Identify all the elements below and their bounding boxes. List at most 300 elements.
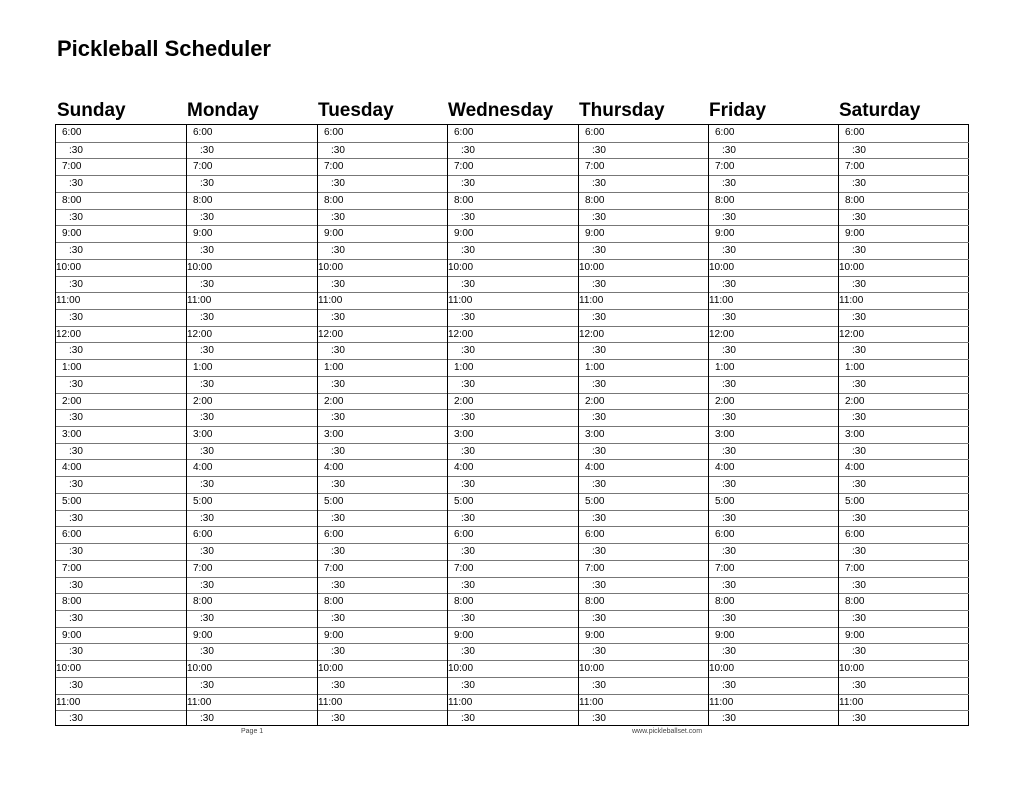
time-label: :30 <box>200 579 214 591</box>
time-slot[interactable] <box>839 393 969 410</box>
time-slot[interactable] <box>56 393 186 410</box>
time-slot[interactable] <box>56 175 186 192</box>
time-slot[interactable] <box>839 209 969 226</box>
time-slot[interactable] <box>709 443 839 460</box>
time-slot[interactable] <box>709 677 839 694</box>
time-slot[interactable] <box>709 376 839 393</box>
time-slot[interactable] <box>448 493 579 510</box>
time-slot[interactable] <box>448 443 579 460</box>
time-slot[interactable] <box>187 443 318 460</box>
time-slot[interactable] <box>187 276 318 293</box>
time-slot[interactable] <box>187 710 318 727</box>
time-label: 6:00 <box>715 529 735 541</box>
time-slot[interactable] <box>56 710 186 727</box>
time-slot[interactable] <box>839 426 969 443</box>
time-slot[interactable] <box>448 610 579 627</box>
time-slot[interactable] <box>187 593 318 610</box>
time-slot[interactable] <box>448 158 579 175</box>
time-slot[interactable] <box>709 342 839 359</box>
time-slot[interactable] <box>579 710 709 727</box>
time-label: :30 <box>461 546 475 558</box>
time-slot[interactable] <box>579 694 709 711</box>
time-slot[interactable] <box>56 342 186 359</box>
time-slot[interactable] <box>839 459 969 476</box>
time-slot[interactable] <box>839 660 969 677</box>
time-slot[interactable] <box>709 225 839 242</box>
time-slot[interactable] <box>448 476 579 493</box>
time-slot[interactable] <box>56 526 186 543</box>
time-slot[interactable] <box>187 175 318 192</box>
time-slot[interactable] <box>56 158 186 175</box>
time-slot[interactable] <box>56 125 186 142</box>
time-slot[interactable] <box>318 660 448 677</box>
time-slot[interactable] <box>448 225 579 242</box>
time-slot[interactable] <box>318 459 448 476</box>
time-slot[interactable] <box>318 476 448 493</box>
time-label: 1:00 <box>715 362 735 374</box>
time-slot[interactable] <box>56 459 186 476</box>
time-slot[interactable] <box>318 342 448 359</box>
time-slot[interactable] <box>579 660 709 677</box>
time-slot[interactable] <box>448 142 579 159</box>
time-slot[interactable] <box>187 577 318 594</box>
time-slot[interactable] <box>318 158 448 175</box>
time-slot[interactable] <box>839 627 969 644</box>
time-slot[interactable] <box>709 710 839 727</box>
time-slot[interactable] <box>579 643 709 660</box>
time-slot[interactable] <box>56 627 186 644</box>
time-slot[interactable] <box>448 677 579 694</box>
time-slot[interactable] <box>56 560 186 577</box>
time-slot[interactable] <box>839 309 969 326</box>
time-slot[interactable] <box>56 443 186 460</box>
time-slot[interactable] <box>187 493 318 510</box>
time-slot[interactable] <box>318 359 448 376</box>
time-slot[interactable] <box>579 242 709 259</box>
time-slot[interactable] <box>709 242 839 259</box>
time-slot[interactable] <box>579 209 709 226</box>
time-slot[interactable] <box>839 276 969 293</box>
time-slot[interactable] <box>187 409 318 426</box>
time-slot[interactable] <box>839 526 969 543</box>
time-label: 9:00 <box>585 228 605 240</box>
time-slot[interactable] <box>839 493 969 510</box>
time-slot[interactable] <box>839 476 969 493</box>
time-slot[interactable] <box>448 560 579 577</box>
time-slot[interactable] <box>709 409 839 426</box>
time-slot[interactable] <box>187 292 318 309</box>
time-slot[interactable] <box>448 359 579 376</box>
time-slot[interactable] <box>318 409 448 426</box>
time-slot[interactable] <box>839 242 969 259</box>
time-slot[interactable] <box>839 142 969 159</box>
time-label: 11:00 <box>579 295 604 307</box>
time-slot[interactable] <box>318 242 448 259</box>
schedule-grid <box>55 124 969 726</box>
time-slot[interactable] <box>448 292 579 309</box>
time-slot[interactable] <box>839 342 969 359</box>
time-slot[interactable] <box>318 443 448 460</box>
time-label: :30 <box>852 345 866 357</box>
time-slot[interactable] <box>709 493 839 510</box>
time-slot[interactable] <box>56 694 186 711</box>
time-slot[interactable] <box>448 309 579 326</box>
time-slot[interactable] <box>448 259 579 276</box>
time-label: :30 <box>722 579 736 591</box>
time-slot[interactable] <box>187 543 318 560</box>
time-slot[interactable] <box>839 543 969 560</box>
time-slot[interactable] <box>448 459 579 476</box>
time-slot[interactable] <box>56 276 186 293</box>
time-slot[interactable] <box>709 560 839 577</box>
time-label: :30 <box>461 412 475 424</box>
time-slot[interactable] <box>579 192 709 209</box>
time-slot[interactable] <box>187 242 318 259</box>
time-slot[interactable] <box>448 426 579 443</box>
time-slot[interactable] <box>709 610 839 627</box>
time-slot[interactable] <box>187 660 318 677</box>
time-slot[interactable] <box>709 694 839 711</box>
time-slot[interactable] <box>318 510 448 527</box>
time-slot[interactable] <box>187 610 318 627</box>
time-slot[interactable] <box>448 526 579 543</box>
time-slot[interactable] <box>318 142 448 159</box>
time-slot[interactable] <box>56 677 186 694</box>
time-slot[interactable] <box>579 493 709 510</box>
time-slot[interactable] <box>187 677 318 694</box>
time-slot[interactable] <box>56 577 186 594</box>
time-slot[interactable] <box>187 192 318 209</box>
time-label: 8:00 <box>845 194 865 206</box>
time-slot[interactable] <box>709 459 839 476</box>
time-slot[interactable] <box>709 393 839 410</box>
time-slot[interactable] <box>187 259 318 276</box>
time-label: 4:00 <box>585 462 605 474</box>
time-slot[interactable] <box>709 175 839 192</box>
time-label: 12:00 <box>187 328 213 340</box>
time-slot[interactable] <box>579 292 709 309</box>
time-label: :30 <box>461 144 475 156</box>
time-slot[interactable] <box>187 209 318 226</box>
time-slot[interactable] <box>579 627 709 644</box>
time-slot[interactable] <box>839 510 969 527</box>
time-slot[interactable] <box>448 543 579 560</box>
time-label: :30 <box>722 311 736 323</box>
time-slot[interactable] <box>448 643 579 660</box>
time-label: :30 <box>852 512 866 524</box>
time-slot[interactable] <box>709 326 839 343</box>
time-slot[interactable] <box>448 326 579 343</box>
time-slot[interactable] <box>579 276 709 293</box>
time-slot[interactable] <box>318 192 448 209</box>
time-label: :30 <box>592 546 606 558</box>
time-slot[interactable] <box>579 225 709 242</box>
time-slot[interactable] <box>579 309 709 326</box>
time-slot[interactable] <box>579 409 709 426</box>
time-slot[interactable] <box>448 510 579 527</box>
time-slot[interactable] <box>187 393 318 410</box>
time-label: 9:00 <box>585 629 605 641</box>
time-slot[interactable] <box>318 393 448 410</box>
time-slot[interactable] <box>187 526 318 543</box>
time-slot[interactable] <box>448 342 579 359</box>
time-label: :30 <box>69 311 83 323</box>
time-slot[interactable] <box>187 342 318 359</box>
time-slot[interactable] <box>187 510 318 527</box>
time-slot[interactable] <box>318 426 448 443</box>
time-slot[interactable] <box>318 309 448 326</box>
time-slot[interactable] <box>448 192 579 209</box>
time-slot[interactable] <box>448 694 579 711</box>
time-slot[interactable] <box>839 593 969 610</box>
time-slot[interactable] <box>579 593 709 610</box>
time-slot[interactable] <box>709 577 839 594</box>
time-slot[interactable] <box>187 125 318 142</box>
time-slot[interactable] <box>839 326 969 343</box>
time-slot[interactable] <box>709 543 839 560</box>
time-label: 5:00 <box>324 495 344 507</box>
time-slot[interactable] <box>56 225 186 242</box>
time-slot[interactable] <box>56 426 186 443</box>
time-slot[interactable] <box>448 125 579 142</box>
time-slot[interactable] <box>318 694 448 711</box>
time-slot[interactable] <box>187 309 318 326</box>
time-slot[interactable] <box>56 409 186 426</box>
time-slot[interactable] <box>709 292 839 309</box>
time-slot[interactable] <box>448 393 579 410</box>
time-label: :30 <box>461 345 475 357</box>
time-slot[interactable] <box>318 292 448 309</box>
time-slot[interactable] <box>448 593 579 610</box>
time-slot[interactable] <box>709 526 839 543</box>
time-slot[interactable] <box>709 192 839 209</box>
time-slot[interactable] <box>709 627 839 644</box>
time-slot[interactable] <box>579 443 709 460</box>
time-slot[interactable] <box>318 543 448 560</box>
time-slot[interactable] <box>187 560 318 577</box>
time-label: :30 <box>69 713 83 725</box>
time-slot[interactable] <box>318 677 448 694</box>
time-label: 3:00 <box>62 429 82 440</box>
time-label: :30 <box>200 144 214 156</box>
time-slot[interactable] <box>579 125 709 142</box>
time-slot[interactable] <box>709 660 839 677</box>
time-slot[interactable] <box>579 175 709 192</box>
time-label: 11:00 <box>187 295 212 307</box>
time-slot[interactable] <box>56 326 186 343</box>
time-slot[interactable] <box>318 225 448 242</box>
time-slot[interactable] <box>318 376 448 393</box>
time-label: :30 <box>200 612 214 624</box>
time-slot[interactable] <box>56 543 186 560</box>
time-slot[interactable] <box>318 526 448 543</box>
time-slot[interactable] <box>187 476 318 493</box>
time-slot[interactable] <box>839 560 969 577</box>
time-slot[interactable] <box>318 259 448 276</box>
time-label: 11:00 <box>839 696 864 708</box>
time-slot[interactable] <box>839 677 969 694</box>
time-slot[interactable] <box>579 376 709 393</box>
time-slot[interactable] <box>709 510 839 527</box>
time-slot[interactable] <box>56 593 186 610</box>
time-slot[interactable] <box>579 393 709 410</box>
time-slot[interactable] <box>579 359 709 376</box>
time-slot[interactable] <box>56 610 186 627</box>
time-slot[interactable] <box>709 359 839 376</box>
time-label: :30 <box>461 713 475 725</box>
time-slot[interactable] <box>56 142 186 159</box>
time-slot[interactable] <box>187 694 318 711</box>
time-label: 8:00 <box>585 194 605 206</box>
time-slot[interactable] <box>839 292 969 309</box>
time-slot[interactable] <box>187 643 318 660</box>
time-slot[interactable] <box>318 610 448 627</box>
time-slot[interactable] <box>318 627 448 644</box>
time-slot[interactable] <box>839 259 969 276</box>
time-slot[interactable] <box>709 309 839 326</box>
time-slot[interactable] <box>839 443 969 460</box>
time-slot[interactable] <box>579 426 709 443</box>
time-slot[interactable] <box>839 125 969 142</box>
time-slot[interactable] <box>56 242 186 259</box>
time-slot[interactable] <box>318 326 448 343</box>
time-slot[interactable] <box>579 142 709 159</box>
time-slot[interactable] <box>839 694 969 711</box>
time-slot[interactable] <box>839 158 969 175</box>
time-slot[interactable] <box>56 493 186 510</box>
time-slot[interactable] <box>318 593 448 610</box>
time-slot[interactable] <box>56 510 186 527</box>
time-slot[interactable] <box>579 577 709 594</box>
time-slot[interactable] <box>579 560 709 577</box>
time-slot[interactable] <box>709 593 839 610</box>
time-slot[interactable] <box>318 493 448 510</box>
time-label: 8:00 <box>845 596 865 608</box>
time-slot[interactable] <box>839 359 969 376</box>
time-label: :30 <box>592 579 606 591</box>
time-slot[interactable] <box>579 543 709 560</box>
time-slot[interactable] <box>56 259 186 276</box>
time-slot[interactable] <box>318 175 448 192</box>
time-slot[interactable] <box>448 175 579 192</box>
time-label: 2:00 <box>62 395 82 407</box>
time-slot[interactable] <box>56 660 186 677</box>
time-slot[interactable] <box>56 309 186 326</box>
time-slot[interactable] <box>187 142 318 159</box>
time-slot[interactable] <box>56 359 186 376</box>
time-slot[interactable] <box>187 426 318 443</box>
time-label: 7:00 <box>324 562 344 574</box>
time-slot[interactable] <box>448 577 579 594</box>
time-slot[interactable] <box>56 192 186 209</box>
time-slot[interactable] <box>187 326 318 343</box>
time-label: 2:00 <box>585 395 605 407</box>
time-slot[interactable] <box>448 209 579 226</box>
time-slot[interactable] <box>579 677 709 694</box>
time-label: :30 <box>592 278 606 290</box>
time-slot[interactable] <box>448 409 579 426</box>
time-slot[interactable] <box>448 710 579 727</box>
time-slot[interactable] <box>709 643 839 660</box>
time-slot[interactable] <box>56 643 186 660</box>
time-slot[interactable] <box>318 577 448 594</box>
time-slot[interactable] <box>448 376 579 393</box>
time-label: 8:00 <box>585 596 605 608</box>
time-slot[interactable] <box>839 610 969 627</box>
time-label: :30 <box>69 512 83 524</box>
time-slot[interactable] <box>579 510 709 527</box>
time-slot[interactable] <box>579 610 709 627</box>
time-label: 4:00 <box>62 462 82 474</box>
time-slot[interactable] <box>839 409 969 426</box>
time-slot[interactable] <box>318 276 448 293</box>
time-slot[interactable] <box>579 326 709 343</box>
time-label: :30 <box>461 479 475 491</box>
time-slot[interactable] <box>839 376 969 393</box>
time-slot[interactable] <box>839 643 969 660</box>
time-slot[interactable] <box>187 225 318 242</box>
time-slot[interactable] <box>448 660 579 677</box>
time-slot[interactable] <box>187 376 318 393</box>
time-slot[interactable] <box>839 710 969 727</box>
time-slot[interactable] <box>709 476 839 493</box>
time-slot[interactable] <box>318 560 448 577</box>
time-slot[interactable] <box>579 459 709 476</box>
time-slot[interactable] <box>709 259 839 276</box>
time-slot[interactable] <box>56 476 186 493</box>
time-slot[interactable] <box>709 209 839 226</box>
time-slot[interactable] <box>448 242 579 259</box>
time-slot[interactable] <box>579 158 709 175</box>
time-slot[interactable] <box>839 225 969 242</box>
time-label: 7:00 <box>193 562 213 574</box>
time-slot[interactable] <box>839 175 969 192</box>
time-label: 4:00 <box>454 462 474 474</box>
time-label: 2:00 <box>193 395 213 407</box>
time-slot[interactable] <box>709 426 839 443</box>
time-label: :30 <box>722 211 736 223</box>
time-slot[interactable] <box>709 142 839 159</box>
time-slot[interactable] <box>579 259 709 276</box>
time-slot[interactable] <box>579 342 709 359</box>
time-slot[interactable] <box>579 476 709 493</box>
time-slot[interactable] <box>448 627 579 644</box>
time-slot[interactable] <box>187 158 318 175</box>
time-label: 6:00 <box>62 529 82 541</box>
time-slot[interactable] <box>56 209 186 226</box>
time-slot[interactable] <box>318 643 448 660</box>
time-slot[interactable] <box>318 125 448 142</box>
time-slot[interactable] <box>709 158 839 175</box>
time-label: 3:00 <box>193 429 213 440</box>
time-slot[interactable] <box>56 376 186 393</box>
time-slot[interactable] <box>579 526 709 543</box>
time-slot[interactable] <box>56 292 186 309</box>
time-slot[interactable] <box>318 710 448 727</box>
time-slot[interactable] <box>187 359 318 376</box>
day-header-sunday: Sunday <box>57 100 126 121</box>
time-slot[interactable] <box>709 125 839 142</box>
time-slot[interactable] <box>839 192 969 209</box>
time-slot[interactable] <box>709 276 839 293</box>
time-label: :30 <box>69 345 83 357</box>
time-slot[interactable] <box>448 276 579 293</box>
time-slot[interactable] <box>318 209 448 226</box>
time-slot[interactable] <box>187 459 318 476</box>
time-label: 7:00 <box>715 161 735 173</box>
time-slot[interactable] <box>839 577 969 594</box>
time-slot[interactable] <box>187 627 318 644</box>
